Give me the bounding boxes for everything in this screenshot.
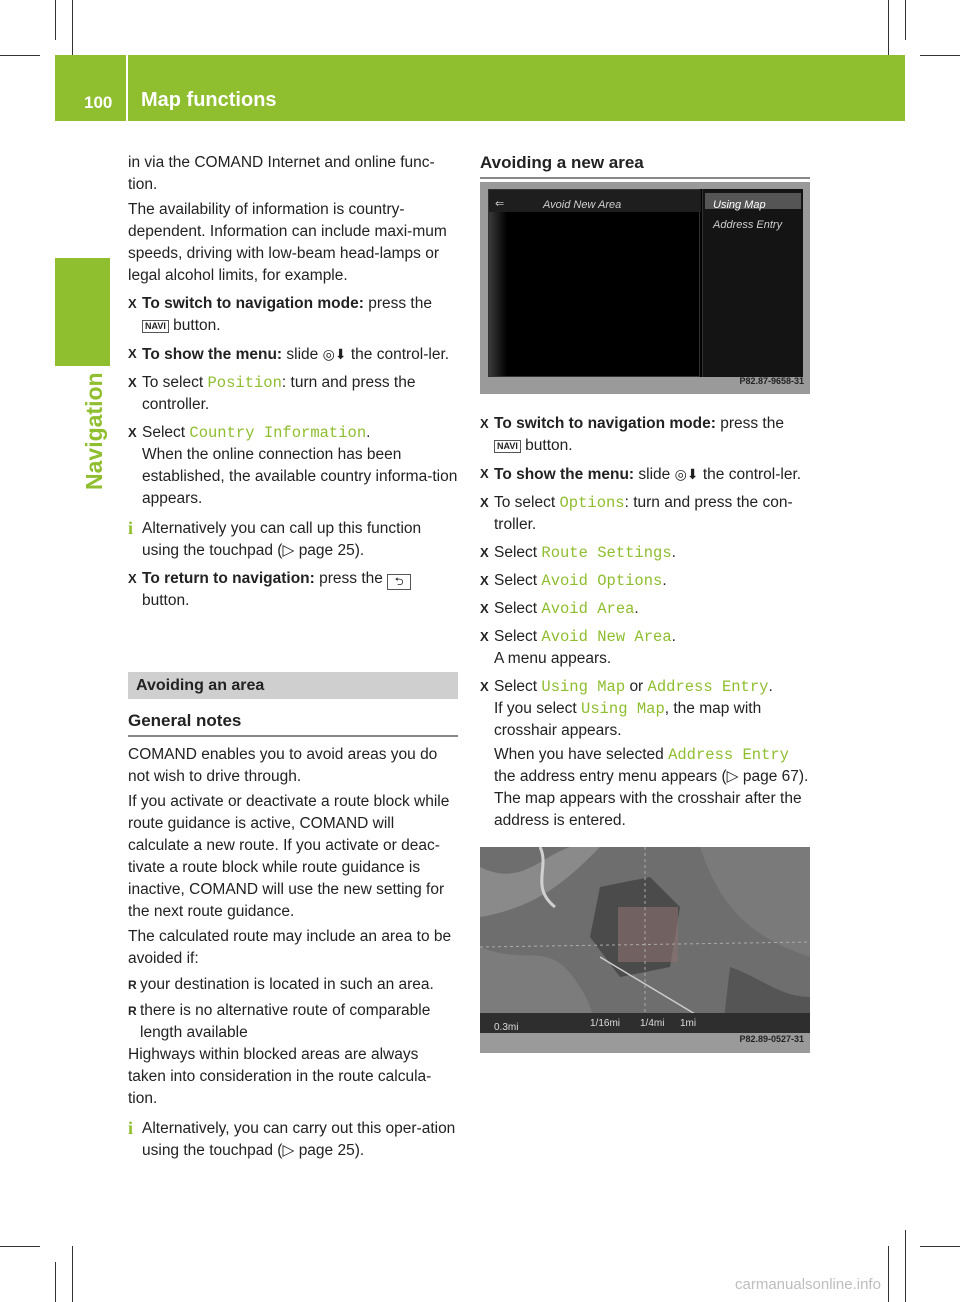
heading-rule <box>128 735 458 737</box>
step-show-menu <box>128 343 458 366</box>
controller-slide-icon: ◎⬇ <box>674 466 699 482</box>
step-arrow-icon: X <box>128 296 137 311</box>
step-arrow-icon: X <box>480 545 489 560</box>
info-text: Alternatively you can call up this function using the touchpad (▷ page 25). <box>142 520 422 559</box>
step-text: . <box>366 424 371 441</box>
menu-item-avoid-options: Avoid Options <box>541 572 663 590</box>
crop-mark <box>72 0 73 55</box>
step-description: A menu appears. <box>494 650 612 667</box>
step-text: press the <box>319 570 383 587</box>
step-text: : turn and press the con-troller. <box>494 494 793 533</box>
step-select-position <box>128 372 458 416</box>
step-select-avoid-options <box>480 570 810 592</box>
menu-item-country-information: Country Information <box>189 424 367 442</box>
menu-item-using-map: Using Map <box>541 678 626 696</box>
notes-paragraph: Highways within blocked areas are always taken into consideration in the route calcula-tion. <box>128 1046 432 1107</box>
step-switch-nav <box>128 293 458 337</box>
controller-slide-icon: ◎⬇ <box>322 346 347 362</box>
list-item-text: your destination is located in such an area. <box>140 976 434 993</box>
list-item-text: there is no alternative route of comparable length available <box>140 1002 431 1041</box>
navi-button-icon: NAVI <box>142 320 169 333</box>
step-text: slide <box>286 346 319 363</box>
info-note <box>128 518 458 562</box>
general-notes-body <box>128 744 458 1162</box>
crop-mark <box>920 1246 960 1247</box>
step-arrow-icon: X <box>480 629 489 644</box>
step-text: button. <box>142 592 190 609</box>
crop-mark <box>888 1246 889 1302</box>
section-title: Map functions <box>141 89 277 111</box>
zoom-level-3: 1mi <box>680 1018 697 1029</box>
step-arrow-icon: X <box>128 346 137 361</box>
list-item <box>128 1000 458 1044</box>
step-text: . <box>634 600 639 617</box>
step-text: Select <box>494 678 538 695</box>
page-header-bar <box>55 55 905 121</box>
step-arrow-icon: X <box>128 425 137 440</box>
left-column <box>128 152 458 612</box>
step-text: . <box>662 572 667 589</box>
step-arrow-icon: X <box>480 679 489 694</box>
step-return-nav <box>128 568 458 612</box>
bullet-icon: R <box>128 978 137 992</box>
step-select-options <box>480 492 810 536</box>
back-arrow-icon: ⇐ <box>495 198 505 210</box>
zoom-level-2: 1/4mi <box>640 1018 665 1029</box>
menu-item-avoid-area: Avoid Area <box>541 600 635 618</box>
crop-mark <box>905 0 906 40</box>
menu-item-using-map: Using Map <box>713 199 766 211</box>
crop-mark <box>0 55 40 56</box>
step-text: or <box>629 678 644 695</box>
step-text: : turn and press the controller. <box>142 374 416 413</box>
page-number: 100 <box>84 93 113 112</box>
list-item <box>128 974 458 996</box>
screen-menu-pane <box>702 189 803 377</box>
step-text: the address entry menu appears (▷ page 67). The map appears with the crosshair after the address is entered. <box>494 768 809 829</box>
watermark: carmanualsonline.info <box>735 1276 881 1293</box>
step-bold-text: To show the menu: <box>494 466 635 483</box>
menu-item-route-settings: Route Settings <box>541 544 672 562</box>
step-text: Select <box>142 424 186 441</box>
crop-mark <box>888 0 889 55</box>
step-bold-text: To switch to navigation mode: <box>142 295 364 312</box>
step-text: To select <box>494 494 556 511</box>
screen-left-pane <box>488 189 700 377</box>
step-arrow-icon: X <box>128 571 137 586</box>
step-arrow-icon: X <box>480 601 489 616</box>
image-code: P82.89-0527-31 <box>739 1034 804 1044</box>
notes-paragraph: If you activate or deactivate a route block while route guidance is active, COMAND will calculate a new route. If you activate or deac-tivate a route block while route guidance is inactive, COMAND will use the new setting for the next route guidance. <box>128 793 450 920</box>
step-bold-text: To switch to navigation mode: <box>494 415 716 432</box>
notes-paragraph: The calculated route may include an area to be avoided if: <box>128 928 452 967</box>
bullet-icon: R <box>128 1004 137 1018</box>
right-column-steps <box>480 407 810 832</box>
info-icon: i <box>128 518 134 538</box>
zoom-level-1: 1/16mi <box>590 1018 621 1029</box>
crop-mark <box>920 55 960 56</box>
screen-title-bar <box>489 190 701 212</box>
crop-mark <box>72 1246 73 1302</box>
menu-item-address-entry: Address Entry <box>713 219 783 231</box>
step-text: When you have selected <box>494 746 664 763</box>
step-text: Select <box>494 544 538 561</box>
notes-paragraph: COMAND enables you to avoid areas you do not wish to drive through. <box>128 746 438 785</box>
menu-item-address-entry: Address Entry <box>647 678 769 696</box>
availability-paragraph: The availability of information is country-dependent. Information can include maxi-mum speeds, driving with low-beam head-lamps or legal alcohol limits, for example. <box>128 201 447 284</box>
step-arrow-icon: X <box>128 375 137 390</box>
heading-rule <box>480 177 810 179</box>
crop-mark <box>55 1262 56 1302</box>
step-arrow-icon: X <box>480 416 489 431</box>
step-text: , the map with crosshair appears. <box>494 700 762 739</box>
subsection-title: Avoiding an area <box>136 677 265 694</box>
step-select-country-info <box>128 422 458 510</box>
step-bold-text: To return to navigation: <box>142 570 315 587</box>
chapter-tab-marker <box>55 258 110 366</box>
general-notes-heading: General notes <box>128 711 242 730</box>
step-text: . <box>671 544 676 561</box>
step-arrow-icon: X <box>480 495 489 510</box>
step-text: Select <box>494 628 538 645</box>
step-show-menu <box>480 463 810 486</box>
step-text: the control-ler. <box>350 346 450 363</box>
step-select-avoid-area <box>480 598 810 620</box>
menu-item-address-entry: Address Entry <box>668 746 789 764</box>
step-bold-text: To show the menu: <box>142 346 283 363</box>
crop-mark <box>55 0 56 40</box>
step-text: . <box>671 628 676 645</box>
step-select-method <box>480 676 810 832</box>
step-text: button. <box>173 317 221 334</box>
chapter-tab-label: Navigation <box>81 372 107 490</box>
menu-item-using-map: Using Map <box>581 700 665 718</box>
step-switch-nav <box>480 413 810 457</box>
step-description: When the online connection has been established, the available country informa-tion appears. <box>142 446 458 507</box>
back-button-icon: ⮌ <box>387 574 411 590</box>
screenshot-map-crosshair <box>480 847 810 1053</box>
step-select-route-settings <box>480 542 810 564</box>
step-select-avoid-new-area <box>480 626 810 670</box>
info-icon: i <box>128 1118 134 1138</box>
navi-button-icon: NAVI <box>494 440 521 453</box>
menu-item-position: Position <box>207 374 282 392</box>
step-text: Select <box>494 600 538 617</box>
header-divider <box>126 55 128 121</box>
screenshot-avoid-new-area <box>480 182 810 394</box>
step-arrow-icon: X <box>480 573 489 588</box>
intro-paragraph: in via the COMAND Internet and online func-tion. <box>128 154 435 193</box>
step-text: If you select <box>494 700 577 717</box>
step-text: press the <box>368 295 432 312</box>
step-text: button. <box>525 437 573 454</box>
menu-item-avoid-new-area: Avoid New Area <box>541 628 672 646</box>
crop-mark <box>0 1246 40 1247</box>
step-description <box>494 698 810 742</box>
step-text: press the <box>720 415 784 432</box>
subsection-band <box>128 672 458 699</box>
image-code: P82.87-9658-31 <box>739 376 804 386</box>
step-arrow-icon: X <box>480 466 489 481</box>
screen-title: Avoid New Area <box>543 199 622 211</box>
map-scale: 0.3mi <box>494 1022 519 1033</box>
step-description <box>494 744 810 832</box>
step-text: Select <box>494 572 538 589</box>
step-text: To select <box>142 374 204 391</box>
info-text: Alternatively, you can carry out this oper-ation using the touchpad (▷ page 25). <box>142 1120 456 1159</box>
info-note <box>128 1118 458 1162</box>
menu-item-options: Options <box>559 494 625 512</box>
crop-mark <box>905 1230 906 1302</box>
step-text: . <box>768 678 773 695</box>
step-text: slide <box>638 466 671 483</box>
step-text: the control-ler. <box>702 466 802 483</box>
right-heading: Avoiding a new area <box>480 153 644 172</box>
